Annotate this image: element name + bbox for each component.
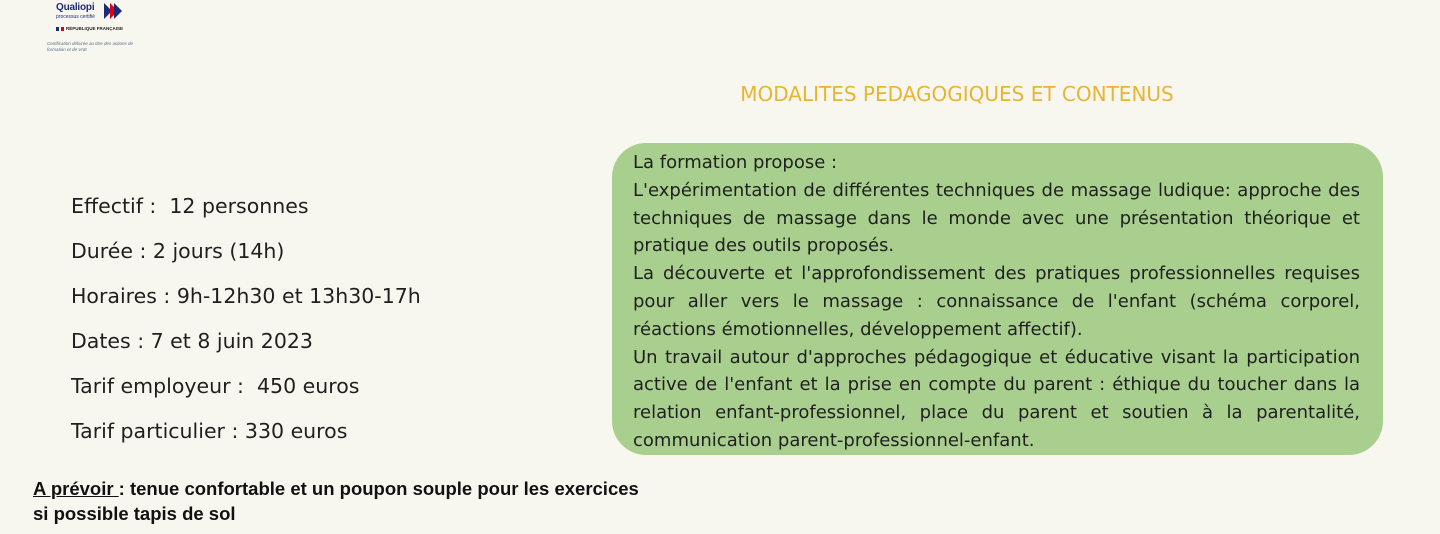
note-line-2: si possible tapis de sol: [33, 503, 236, 524]
logo-arrows-icon: [104, 3, 124, 19]
note-line-1: [33, 476, 639, 501]
content-item-2: La découverte et l'approfondissement des pratiques professionnelles requises pour aller vers le massage : connaissance de l'enfant (schéma corporel, réactions émotionnelles, développement affectif).: [633, 263, 1360, 340]
french-flag-icon: [56, 27, 64, 31]
logo-subtitle: processus certifié: [56, 14, 95, 20]
content-item-3: Un travail autour d'approches pédagogique et éducative visant la participation active de l'enfant et la prise en compte du parent : éthique du toucher dans la relation enfant-professionnel, place du parent et soutien à la parentalité, communication parent-professionnel-enfant.: [633, 346, 1360, 451]
note-label: A prévoir: [33, 478, 119, 499]
content-intro: La formation propose :: [633, 152, 838, 173]
note-text: : tenue confortable et un poupon souple pour les exercices: [118, 478, 639, 499]
info-effectif: Effectif : 12 personnes: [71, 194, 309, 218]
info-list: [71, 184, 421, 454]
logo-republic: RÉPUBLIQUE FRANÇAISE: [66, 25, 124, 31]
info-dates: Dates : 7 et 8 juin 2023: [71, 329, 313, 353]
info-duree: Durée : 2 jours (14h): [71, 239, 285, 263]
logo-brand: Qualiopi: [56, 2, 95, 13]
logo-certification: Certification délivrée au titre des actions de formation et de VAE: [47, 41, 134, 52]
note: [33, 476, 639, 526]
info-tarif-employeur: Tarif employeur : 450 euros: [71, 374, 360, 398]
qualiopi-logo: [44, 0, 144, 58]
section-title: MODALITES PEDAGOGIQUES ET CONTENUS: [740, 82, 1174, 106]
info-tarif-particulier: Tarif particulier : 330 euros: [71, 419, 348, 443]
content-card: [612, 143, 1383, 455]
content-item-1: L'expérimentation de différentes techniques de massage ludique: approche des techniques de massage dans le monde avec une présentation théorique et pratique des outils proposés.: [633, 179, 1360, 257]
info-horaires: Horaires : 9h-12h30 et 13h30-17h: [71, 284, 421, 308]
